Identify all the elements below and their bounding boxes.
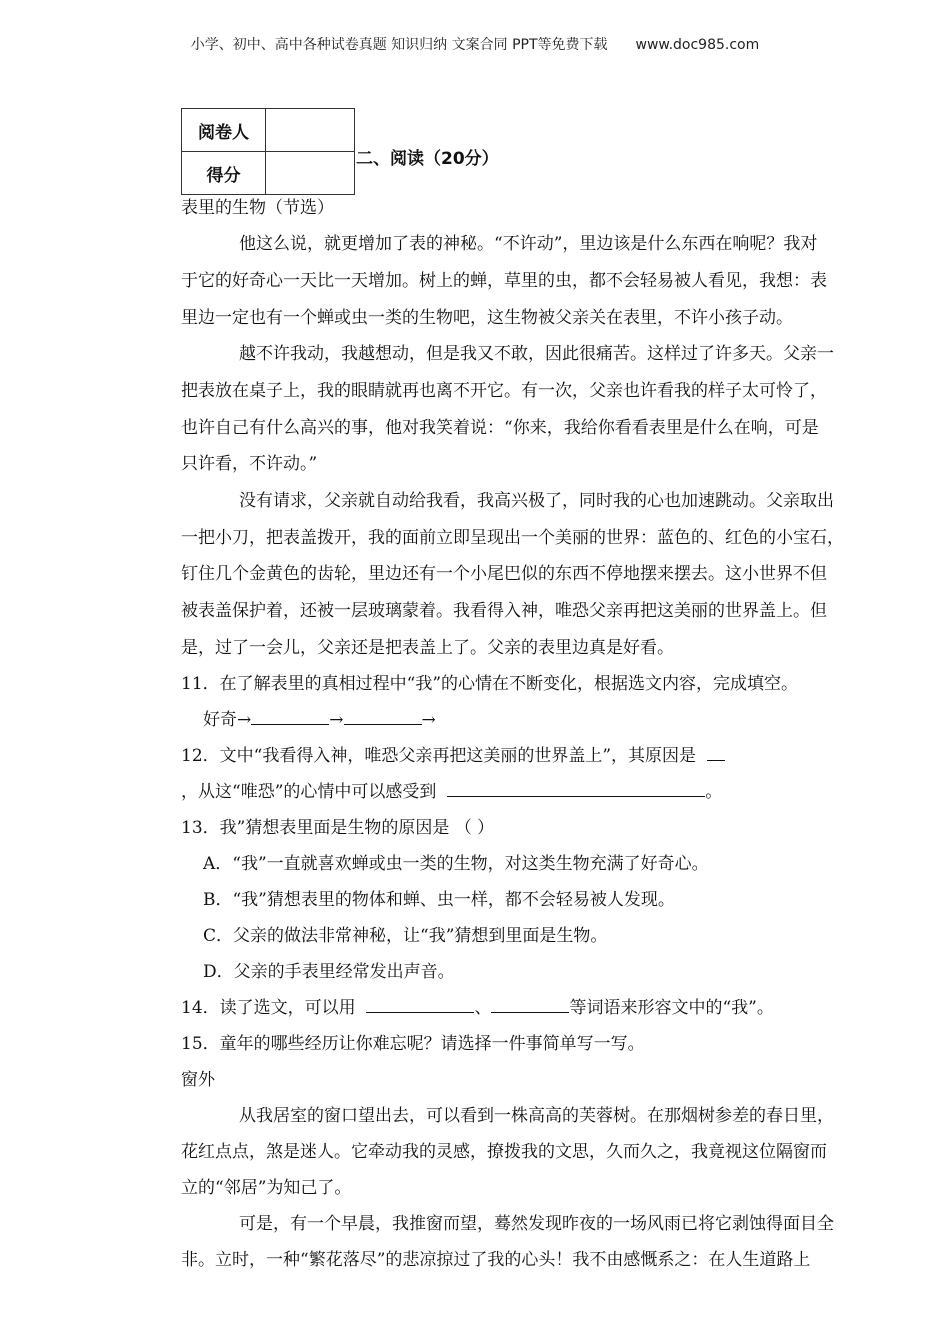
paragraph-line: 一把小刀，把表盖拨开，我的面前立即呈现出一个美丽的世界：蓝色的、红色的小宝石， [181,528,844,548]
paragraph-line: 是，过了一会儿，父亲还是把表盖上了。父亲的表里边真是好看。 [181,638,674,658]
q12-blank-2[interactable] [447,780,705,797]
paragraph-line: 只许看，不许动。” [181,454,318,474]
paragraph-line: 于它的好奇心一天比一天增加。树上的蝉，草里的虫，都不会轻易被人看见，我想：表 [181,271,827,291]
q13-option-b[interactable]: B．“我”猜想表里的物体和蝉、虫一样，都不会轻易被人发现。 [203,890,675,910]
reviewer-label: 阅卷人 [182,109,266,152]
section-title: 二、阅读（20分） [356,149,499,169]
q13-option-c[interactable]: C．父亲的做法非常神秘，让“我”猜想到里面是生物。 [203,926,608,946]
paragraph-line: 他这么说，就更增加了表的神秘。“不许动”，里边该是什么东西在响呢？我对 [239,234,818,254]
q11-blank-1[interactable] [251,708,329,725]
q14-sep: 、 [474,998,492,1018]
passage2-title: 窗外 [181,1070,215,1090]
q13-option-d[interactable]: D．父亲的手表里经常发出声音。 [203,962,455,982]
paragraph-line: 越不许我动，我越想动，但是我又不敢，因此很痛苦。这样过了许多天。父亲一 [239,344,834,364]
paragraph-line: 被表盖保护着，还被一层玻璃蒙着。我看得入神，唯恐父亲再把这美丽的世界盖上。但 [181,601,827,621]
paragraph-line: 把表放在桌子上，我的眼睛就再也离不开它。有一次，父亲也许看我的样子太可怜了， [181,381,827,401]
paragraph-line: 里边一定也有一个蝉或虫一类的生物吧，这生物被父亲关在表里，不许小孩子动。 [181,308,793,328]
q12-text: 12．文中“我看得入神，唯恐父亲再把这美丽的世界盖上”，其原因是 [181,746,697,766]
q11-start: 好奇→ [203,710,252,730]
score-box [181,108,355,195]
paragraph-line: 花红点点，煞是迷人。它牵动我的灵感，撩拨我的文思，久而久之，我竟视这位隔窗而 [181,1142,827,1162]
score-label: 得分 [182,152,266,195]
question-14 [181,996,774,1020]
question-12 [181,744,725,768]
q12-text-b: ，从这“唯恐”的心情中可以感受到 [181,782,437,802]
q12-blank-1[interactable] [707,744,725,761]
question-12-cont [181,780,722,804]
question-15: 15．童年的哪些经历让你难忘呢？请选择一件事简单写一写。 [181,1034,645,1054]
q11-arrow: → [329,710,344,730]
paragraph-line: 没有请求，父亲就自动给我看，我高兴极了，同时我的心也加速跳动。父亲取出 [239,491,834,511]
header-url: www.doc985.com [635,37,760,53]
question-13: 13．我”猜想表里面是生物的原因是 （ ） [181,818,495,838]
score-field [266,152,355,195]
q14-text-b: 等词语来形容文中的“我”。 [569,998,774,1018]
passage1-title: 表里的生物（节选） [181,198,334,218]
paragraph-line: 钉住几个金黄色的齿轮，里边还有一个小尾巴似的东西不停地摆来摆去。这小世界不但 [181,564,827,584]
header-text: 小学、初中、高中各种试卷真题 知识归纳 文案合同 PPT等免费下载 [190,37,608,53]
paragraph-line: 非。立时，一种“繁花落尽”的悲凉掠过了我的心头！我不由感慨系之：在人生道路上 [181,1250,811,1270]
page-header [0,34,950,54]
paragraph-line: 可是，有一个早晨，我推窗而望，蓦然发现昨夜的一场风雨已将它剥蚀得面目全 [239,1214,834,1234]
reviewer-field [266,109,355,152]
q14-blank-1[interactable] [366,996,474,1013]
paragraph-line: 从我居室的窗口望出去，可以看到一株高高的芙蓉树。在那烟树参差的春日里， [239,1106,834,1126]
question-11: 11．在了解表里的真相过程中“我”的心情在不断变化，根据选文内容，完成填空。 [181,674,799,694]
q14-blank-2[interactable] [491,996,569,1013]
paragraph-line: 也许自己有什么高兴的事，他对我笑着说：“你来，我给你看看表里是什么在响，可是 [181,418,819,438]
q12-end: 。 [705,782,723,802]
q11-arrow: → [421,710,436,730]
question-11-flow [203,708,436,732]
q11-blank-2[interactable] [344,708,422,725]
q14-text: 14．读了选文，可以用 [181,998,356,1018]
paragraph-line: 立的“邻居”为知己了。 [181,1178,352,1198]
q13-option-a[interactable]: A．“我”一直就喜欢蝉或虫一类的生物，对这类生物充满了好奇心。 [203,854,709,874]
